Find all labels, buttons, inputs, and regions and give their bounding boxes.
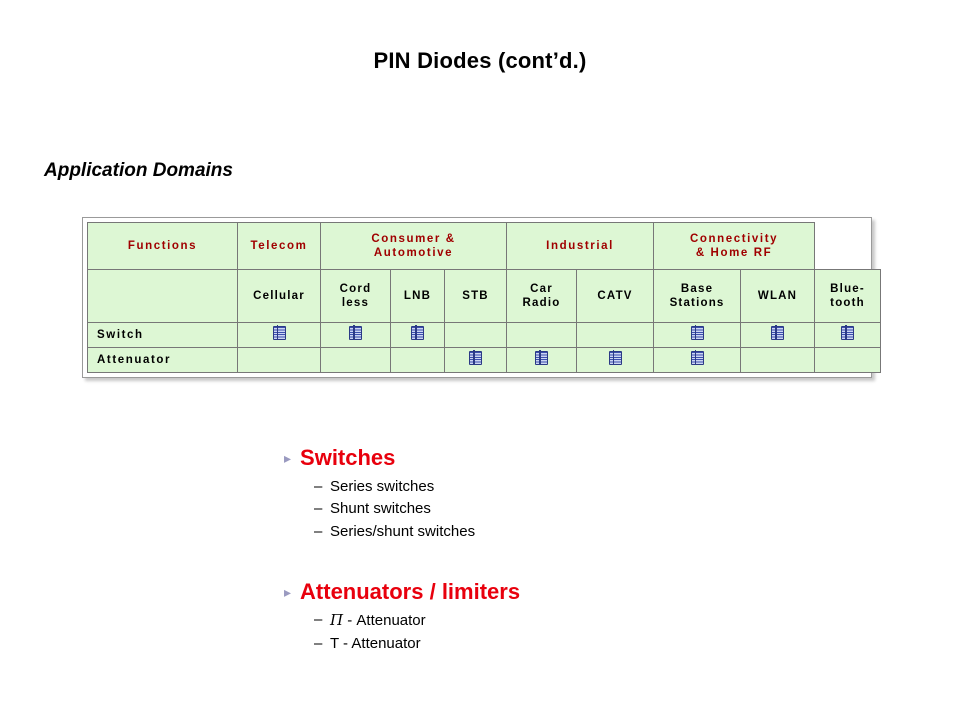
column-header-base-stations-line2: Stations: [669, 297, 725, 309]
column-header-bluetooth-line1: Blue-: [830, 282, 865, 295]
column-header-car-radio-line1: Car: [530, 282, 553, 295]
cell-attenuator-stb: [445, 348, 507, 373]
group-header-functions-label: Functions: [127, 239, 198, 252]
document-marker-icon: [691, 326, 704, 339]
group-header-consumer-line1: Consumer &: [371, 232, 456, 245]
bullet-attenuators: [284, 578, 804, 606]
cell-attenuator-wlan: [741, 348, 815, 373]
cell-switch-bluetooth: [815, 323, 881, 348]
row-header-attenuator-label: Attenuator: [97, 354, 172, 366]
bullet-switches-title: Switches: [300, 445, 396, 470]
bullet-switches: [284, 444, 804, 472]
sub-bullet-dash: –: [314, 611, 323, 629]
sub-bullet-dash: –: [314, 635, 323, 653]
sub-item-label: T - Attenuator: [330, 635, 421, 653]
cell-switch-cordless: [321, 323, 391, 348]
cell-switch-cellular: [238, 323, 321, 348]
sub-bullet-dash: –: [314, 523, 323, 541]
bullet-attenuators-title: Attenuators / limiters: [300, 578, 521, 604]
group-header-functions: [88, 223, 238, 270]
column-header-car-radio-line2: Radio: [522, 297, 561, 309]
document-marker-icon: [609, 351, 622, 364]
bullet-switches-sublist: [284, 476, 804, 544]
list-item: [284, 609, 804, 633]
bullet-arrow-icon: ▸: [284, 583, 292, 600]
column-header-cordless-line1: Cord: [339, 282, 372, 295]
document-marker-icon: [349, 326, 362, 339]
group-header-connectivity: [654, 223, 815, 270]
list-item: [284, 633, 804, 656]
bullet-group-spacer: [284, 544, 804, 578]
column-header-stb: [445, 270, 507, 323]
cell-attenuator-lnb: [391, 348, 445, 373]
column-header-stb-label: STB: [462, 289, 489, 302]
cell-switch-stb: [445, 323, 507, 348]
column-header-bluetooth: [815, 270, 881, 323]
column-header-cordless: [321, 270, 391, 323]
column-header-base-stations: [654, 270, 741, 323]
column-header-cordless-line2: less: [341, 297, 370, 309]
list-item: [284, 498, 804, 521]
document-marker-icon: [273, 326, 286, 339]
column-header-car-radio: [507, 270, 577, 323]
document-marker-icon: [771, 326, 784, 339]
group-header-telecom: [238, 223, 321, 270]
group-header-connectivity-line2: & Home RF: [695, 247, 773, 259]
group-header-consumer-line2: Automotive: [373, 247, 454, 259]
table-group-header-row: [88, 223, 881, 270]
document-marker-icon: [411, 326, 424, 339]
cell-switch-catv: [577, 323, 654, 348]
column-header-lnb-label: LNB: [403, 289, 432, 302]
document-marker-icon: [691, 351, 704, 364]
table-row: [88, 323, 881, 348]
bullet-attenuators-sublist: [284, 609, 804, 656]
sub-item-label: Series switches: [330, 477, 435, 495]
sub-bullet-dash: –: [314, 477, 323, 495]
cell-switch-car-radio: [507, 323, 577, 348]
sub-item-label: Shunt switches: [330, 500, 431, 518]
column-header-spacer: [88, 270, 238, 323]
cell-switch-lnb: [391, 323, 445, 348]
cell-attenuator-bluetooth: [815, 348, 881, 373]
cell-attenuator-car-radio: [507, 348, 577, 373]
group-header-industrial: [507, 223, 654, 270]
document-marker-icon: [469, 351, 482, 364]
document-marker-icon: [841, 326, 854, 339]
group-header-consumer-automotive: [321, 223, 507, 270]
column-header-cellular: [238, 270, 321, 323]
bullet-list: [284, 444, 804, 656]
section-heading: Application Domains: [44, 160, 233, 181]
list-item: [284, 521, 804, 544]
table-row: [88, 348, 881, 373]
column-header-cellular-label: Cellular: [253, 289, 305, 302]
group-header-telecom-label: Telecom: [250, 239, 308, 252]
page-title: PIN Diodes (cont’d.): [373, 48, 587, 73]
column-header-lnb: [391, 270, 445, 323]
sub-item-label: Series/shunt switches: [330, 523, 476, 541]
column-header-bluetooth-line2: tooth: [830, 297, 865, 309]
group-header-connectivity-line1: Connectivity: [689, 232, 779, 245]
column-header-base-stations-line1: Base: [680, 282, 714, 295]
cell-attenuator-cellular: [238, 348, 321, 373]
column-header-wlan-label: WLAN: [757, 289, 798, 302]
cell-attenuator-base-stations: [654, 348, 741, 373]
cell-switch-base-stations: [654, 323, 741, 348]
cell-attenuator-cordless: [321, 348, 391, 373]
sub-item-label: - Attenuator: [343, 612, 426, 630]
sub-bullet-dash: –: [314, 500, 323, 518]
cell-attenuator-catv: [577, 348, 654, 373]
row-header-attenuator: [88, 348, 238, 373]
row-header-switch: [88, 323, 238, 348]
document-marker-icon: [535, 351, 548, 364]
column-header-wlan: [741, 270, 815, 323]
application-domains-table: [82, 217, 872, 378]
column-header-catv-label: CATV: [597, 289, 633, 302]
row-header-switch-label: Switch: [97, 329, 144, 341]
list-item: [284, 476, 804, 499]
cell-switch-wlan: [741, 323, 815, 348]
group-header-industrial-label: Industrial: [546, 239, 614, 252]
pi-symbol: Π: [330, 611, 344, 630]
table-column-header-row: [88, 270, 881, 323]
bullet-arrow-icon: ▸: [284, 449, 292, 466]
column-header-catv: [577, 270, 654, 323]
